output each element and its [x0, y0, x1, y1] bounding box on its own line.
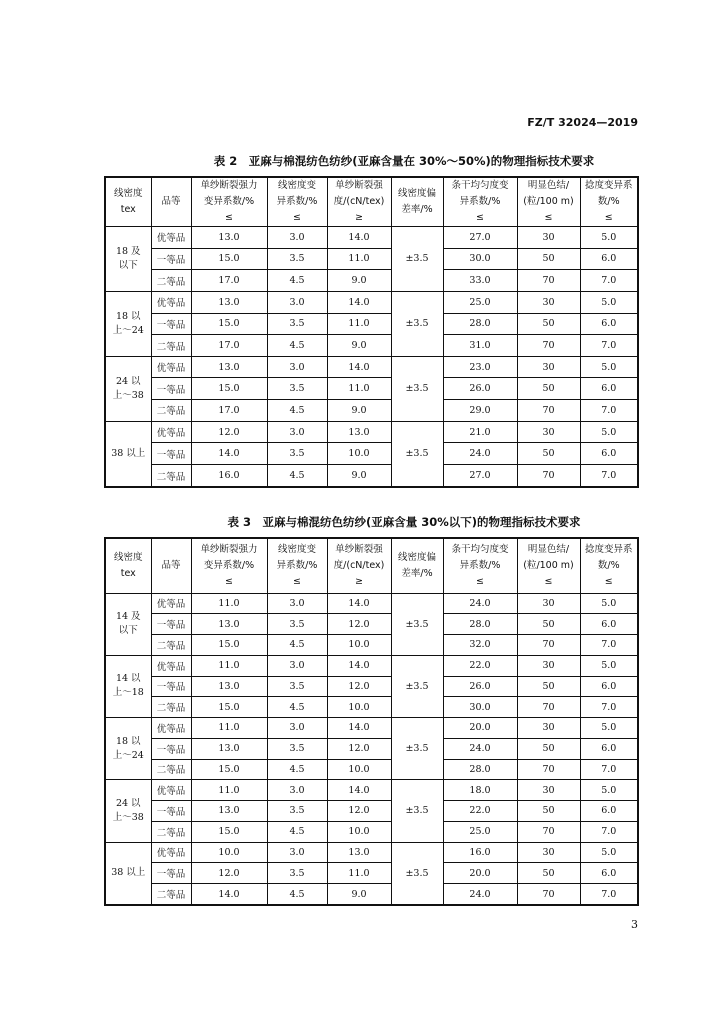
value-cell: 12.0 [191, 421, 267, 443]
column-header: 条干均匀度变 异系数/% ≤ [443, 177, 517, 227]
value-cell: 10.0 [327, 821, 391, 842]
value-cell: 3.5 [267, 443, 327, 465]
grade-cell: 二等品 [151, 759, 191, 780]
value-cell: 30 [517, 780, 580, 801]
value-cell: 11.0 [191, 718, 267, 739]
linear-density-cell: 14 以 上～18 [105, 655, 151, 717]
value-cell: 9.0 [327, 884, 391, 906]
value-cell: 17.0 [191, 400, 267, 422]
value-cell: 9.0 [327, 335, 391, 357]
value-cell: 30 [517, 227, 580, 249]
value-cell: 30 [517, 593, 580, 614]
value-cell: 6.0 [580, 863, 638, 884]
table-row [105, 378, 638, 400]
value-cell: 70 [517, 821, 580, 842]
value-cell: 4.5 [267, 400, 327, 422]
table-row [105, 821, 638, 842]
value-cell: 4.5 [267, 465, 327, 487]
value-cell: 16.0 [443, 842, 517, 863]
linear-density-cell: 18 及 以下 [105, 227, 151, 292]
column-header: 线密度 tex [105, 538, 151, 593]
grade-cell: 二等品 [151, 821, 191, 842]
value-cell: 13.0 [191, 227, 267, 249]
grade-cell: 优等品 [151, 655, 191, 676]
value-cell: 4.5 [267, 821, 327, 842]
value-cell: 9.0 [327, 400, 391, 422]
value-cell: 6.0 [580, 738, 638, 759]
value-cell: 70 [517, 697, 580, 718]
value-cell: 9.0 [327, 270, 391, 292]
value-cell: 7.0 [580, 697, 638, 718]
value-cell: 50 [517, 801, 580, 822]
value-cell: 3.5 [267, 313, 327, 335]
value-cell: 11.0 [191, 780, 267, 801]
value-cell: 23.0 [443, 356, 517, 378]
deviation-cell: ±3.5 [391, 421, 443, 487]
value-cell: 10.0 [327, 443, 391, 465]
grade-cell: 一等品 [151, 801, 191, 822]
column-header: 单纱断裂强力 变异系数/% ≤ [191, 538, 267, 593]
table-row [105, 465, 638, 487]
value-cell: 4.5 [267, 884, 327, 906]
table-row [105, 676, 638, 697]
column-header: 品等 [151, 538, 191, 593]
grade-cell: 一等品 [151, 443, 191, 465]
table-row [105, 421, 638, 443]
table-row [105, 884, 638, 906]
value-cell: 5.0 [580, 356, 638, 378]
value-cell: 11.0 [191, 655, 267, 676]
table2 [104, 176, 639, 488]
value-cell: 15.0 [191, 378, 267, 400]
value-cell: 70 [517, 635, 580, 656]
value-cell: 5.0 [580, 655, 638, 676]
value-cell: 3.0 [267, 227, 327, 249]
page-number: 3 [631, 918, 638, 931]
value-cell: 14.0 [327, 655, 391, 676]
grade-cell: 优等品 [151, 593, 191, 614]
value-cell: 6.0 [580, 614, 638, 635]
table-row [105, 842, 638, 863]
value-cell: 7.0 [580, 884, 638, 906]
table-row [105, 227, 638, 249]
value-cell: 14.0 [327, 593, 391, 614]
value-cell: 50 [517, 378, 580, 400]
value-cell: 7.0 [580, 335, 638, 357]
value-cell: 50 [517, 676, 580, 697]
value-cell: 12.0 [191, 863, 267, 884]
value-cell: 6.0 [580, 676, 638, 697]
value-cell: 10.0 [327, 697, 391, 718]
value-cell: 3.5 [267, 738, 327, 759]
deviation-cell: ±3.5 [391, 291, 443, 356]
value-cell: 13.0 [191, 291, 267, 313]
table-row [105, 718, 638, 739]
value-cell: 24.0 [443, 443, 517, 465]
value-cell: 27.0 [443, 227, 517, 249]
value-cell: 14.0 [327, 291, 391, 313]
value-cell: 17.0 [191, 270, 267, 292]
value-cell: 4.5 [267, 335, 327, 357]
value-cell: 10.0 [327, 635, 391, 656]
grade-cell: 优等品 [151, 421, 191, 443]
value-cell: 11.0 [327, 378, 391, 400]
value-cell: 50 [517, 614, 580, 635]
value-cell: 3.5 [267, 614, 327, 635]
value-cell: 3.0 [267, 718, 327, 739]
table2-caption: 表 2 亚麻与棉混纺色纺纱(亚麻含量在 30%～50%)的物理指标技术要求 [213, 154, 595, 168]
value-cell: 24.0 [443, 884, 517, 906]
column-header: 线密度偏 差率/% [391, 177, 443, 227]
value-cell: 18.0 [443, 780, 517, 801]
value-cell: 3.0 [267, 655, 327, 676]
value-cell: 24.0 [443, 593, 517, 614]
value-cell: 70 [517, 400, 580, 422]
value-cell: 7.0 [580, 270, 638, 292]
value-cell: 5.0 [580, 227, 638, 249]
grade-cell: 二等品 [151, 400, 191, 422]
value-cell: 20.0 [443, 863, 517, 884]
grade-cell: 一等品 [151, 614, 191, 635]
value-cell: 14.0 [327, 227, 391, 249]
column-header: 线密度 tex [105, 177, 151, 227]
value-cell: 15.0 [191, 697, 267, 718]
value-cell: 3.5 [267, 801, 327, 822]
column-header: 单纱断裂强 度/(cN/tex) ≥ [327, 538, 391, 593]
value-cell: 12.0 [327, 738, 391, 759]
value-cell: 14.0 [191, 884, 267, 906]
value-cell: 50 [517, 313, 580, 335]
value-cell: 25.0 [443, 291, 517, 313]
grade-cell: 二等品 [151, 465, 191, 487]
value-cell: 33.0 [443, 270, 517, 292]
table-row [105, 270, 638, 292]
table-row [105, 356, 638, 378]
value-cell: 30 [517, 842, 580, 863]
column-header: 条干均匀度变 异系数/% ≤ [443, 538, 517, 593]
linear-density-cell: 38 以上 [105, 421, 151, 487]
value-cell: 28.0 [443, 614, 517, 635]
value-cell: 5.0 [580, 718, 638, 739]
grade-cell: 优等品 [151, 718, 191, 739]
table-row [105, 697, 638, 718]
value-cell: 22.0 [443, 655, 517, 676]
value-cell: 9.0 [327, 465, 391, 487]
grade-cell: 一等品 [151, 738, 191, 759]
value-cell: 15.0 [191, 759, 267, 780]
value-cell: 4.5 [267, 635, 327, 656]
table-row [105, 801, 638, 822]
linear-density-cell: 24 以 上～38 [105, 780, 151, 842]
value-cell: 3.0 [267, 593, 327, 614]
grade-cell: 一等品 [151, 863, 191, 884]
value-cell: 30 [517, 421, 580, 443]
value-cell: 12.0 [327, 614, 391, 635]
value-cell: 6.0 [580, 378, 638, 400]
grade-cell: 二等品 [151, 697, 191, 718]
value-cell: 12.0 [327, 676, 391, 697]
column-header: 线密度偏 差率/% [391, 538, 443, 593]
value-cell: 50 [517, 738, 580, 759]
value-cell: 3.5 [267, 378, 327, 400]
value-cell: 13.0 [327, 421, 391, 443]
grade-cell: 一等品 [151, 313, 191, 335]
value-cell: 14.0 [327, 356, 391, 378]
value-cell: 14.0 [327, 718, 391, 739]
value-cell: 10.0 [327, 759, 391, 780]
value-cell: 3.0 [267, 291, 327, 313]
value-cell: 7.0 [580, 400, 638, 422]
table-row [105, 593, 638, 614]
deviation-cell: ±3.5 [391, 780, 443, 842]
column-header: 单纱断裂强 度/(cN/tex) ≥ [327, 177, 391, 227]
value-cell: 5.0 [580, 291, 638, 313]
table-row [105, 291, 638, 313]
table-row [105, 248, 638, 270]
linear-density-cell: 18 以 上～24 [105, 718, 151, 780]
value-cell: 50 [517, 863, 580, 884]
value-cell: 13.0 [191, 676, 267, 697]
deviation-cell: ±3.5 [391, 842, 443, 905]
linear-density-cell: 24 以 上～38 [105, 356, 151, 421]
value-cell: 70 [517, 465, 580, 487]
value-cell: 3.5 [267, 248, 327, 270]
value-cell: 30.0 [443, 248, 517, 270]
value-cell: 26.0 [443, 378, 517, 400]
value-cell: 13.0 [191, 356, 267, 378]
value-cell: 11.0 [327, 313, 391, 335]
value-cell: 4.5 [267, 270, 327, 292]
standard-number: FZ/T 32024—2019 [527, 116, 638, 129]
value-cell: 70 [517, 335, 580, 357]
column-header: 捻度变异系 数/% ≤ [580, 538, 638, 593]
value-cell: 29.0 [443, 400, 517, 422]
value-cell: 15.0 [191, 635, 267, 656]
value-cell: 17.0 [191, 335, 267, 357]
value-cell: 50 [517, 248, 580, 270]
value-cell: 6.0 [580, 443, 638, 465]
table-row [105, 313, 638, 335]
deviation-cell: ±3.5 [391, 593, 443, 655]
value-cell: 3.5 [267, 863, 327, 884]
grade-cell: 优等品 [151, 842, 191, 863]
table-row [105, 335, 638, 357]
grade-cell: 二等品 [151, 270, 191, 292]
value-cell: 15.0 [191, 313, 267, 335]
value-cell: 31.0 [443, 335, 517, 357]
value-cell: 12.0 [327, 801, 391, 822]
value-cell: 3.5 [267, 676, 327, 697]
grade-cell: 一等品 [151, 248, 191, 270]
table3 [104, 537, 639, 906]
value-cell: 3.0 [267, 356, 327, 378]
table-row [105, 759, 638, 780]
value-cell: 30 [517, 291, 580, 313]
value-cell: 11.0 [327, 248, 391, 270]
value-cell: 16.0 [191, 465, 267, 487]
value-cell: 25.0 [443, 821, 517, 842]
deviation-cell: ±3.5 [391, 718, 443, 780]
value-cell: 30 [517, 655, 580, 676]
value-cell: 13.0 [327, 842, 391, 863]
value-cell: 13.0 [191, 614, 267, 635]
value-cell: 20.0 [443, 718, 517, 739]
value-cell: 13.0 [191, 738, 267, 759]
value-cell: 5.0 [580, 593, 638, 614]
value-cell: 70 [517, 270, 580, 292]
value-cell: 28.0 [443, 759, 517, 780]
value-cell: 3.0 [267, 842, 327, 863]
table-row [105, 400, 638, 422]
column-header: 明显色结/ (粒/100 m) ≤ [517, 177, 580, 227]
value-cell: 70 [517, 884, 580, 906]
linear-density-cell: 18 以 上～24 [105, 291, 151, 356]
value-cell: 30 [517, 718, 580, 739]
table-row [105, 655, 638, 676]
grade-cell: 优等品 [151, 291, 191, 313]
linear-density-cell: 14 及 以下 [105, 593, 151, 655]
value-cell: 50 [517, 443, 580, 465]
value-cell: 70 [517, 759, 580, 780]
grade-cell: 一等品 [151, 378, 191, 400]
value-cell: 30 [517, 356, 580, 378]
value-cell: 6.0 [580, 248, 638, 270]
table3-caption: 表 3 亚麻与棉混纺色纺纱(亚麻含量 30%以下)的物理指标技术要求 [227, 515, 581, 529]
table-row [105, 780, 638, 801]
grade-cell: 二等品 [151, 635, 191, 656]
column-header: 品等 [151, 177, 191, 227]
value-cell: 4.5 [267, 759, 327, 780]
column-header: 捻度变异系 数/% ≤ [580, 177, 638, 227]
column-header: 线密度变 异系数/% ≤ [267, 177, 327, 227]
value-cell: 30.0 [443, 697, 517, 718]
column-header: 单纱断裂强力 变异系数/% ≤ [191, 177, 267, 227]
deviation-cell: ±3.5 [391, 655, 443, 717]
value-cell: 13.0 [191, 801, 267, 822]
value-cell: 5.0 [580, 421, 638, 443]
grade-cell: 二等品 [151, 335, 191, 357]
grade-cell: 优等品 [151, 227, 191, 249]
value-cell: 7.0 [580, 759, 638, 780]
value-cell: 3.0 [267, 780, 327, 801]
linear-density-cell: 38 以上 [105, 842, 151, 905]
grade-cell: 优等品 [151, 356, 191, 378]
table-row [105, 443, 638, 465]
deviation-cell: ±3.5 [391, 356, 443, 421]
grade-cell: 一等品 [151, 676, 191, 697]
value-cell: 7.0 [580, 635, 638, 656]
value-cell: 27.0 [443, 465, 517, 487]
column-header: 明显色结/ (粒/100 m) ≤ [517, 538, 580, 593]
value-cell: 26.0 [443, 676, 517, 697]
value-cell: 11.0 [327, 863, 391, 884]
value-cell: 6.0 [580, 313, 638, 335]
grade-cell: 优等品 [151, 780, 191, 801]
table-row [105, 635, 638, 656]
value-cell: 14.0 [191, 443, 267, 465]
value-cell: 6.0 [580, 801, 638, 822]
value-cell: 14.0 [327, 780, 391, 801]
value-cell: 28.0 [443, 313, 517, 335]
value-cell: 4.5 [267, 697, 327, 718]
value-cell: 5.0 [580, 842, 638, 863]
table-row [105, 863, 638, 884]
grade-cell: 二等品 [151, 884, 191, 906]
value-cell: 24.0 [443, 738, 517, 759]
table-row [105, 614, 638, 635]
value-cell: 22.0 [443, 801, 517, 822]
value-cell: 7.0 [580, 821, 638, 842]
deviation-cell: ±3.5 [391, 227, 443, 292]
table-row [105, 738, 638, 759]
value-cell: 32.0 [443, 635, 517, 656]
value-cell: 15.0 [191, 821, 267, 842]
column-header: 线密度变 异系数/% ≤ [267, 538, 327, 593]
value-cell: 11.0 [191, 593, 267, 614]
value-cell: 5.0 [580, 780, 638, 801]
value-cell: 15.0 [191, 248, 267, 270]
value-cell: 3.0 [267, 421, 327, 443]
value-cell: 21.0 [443, 421, 517, 443]
value-cell: 7.0 [580, 465, 638, 487]
value-cell: 10.0 [191, 842, 267, 863]
